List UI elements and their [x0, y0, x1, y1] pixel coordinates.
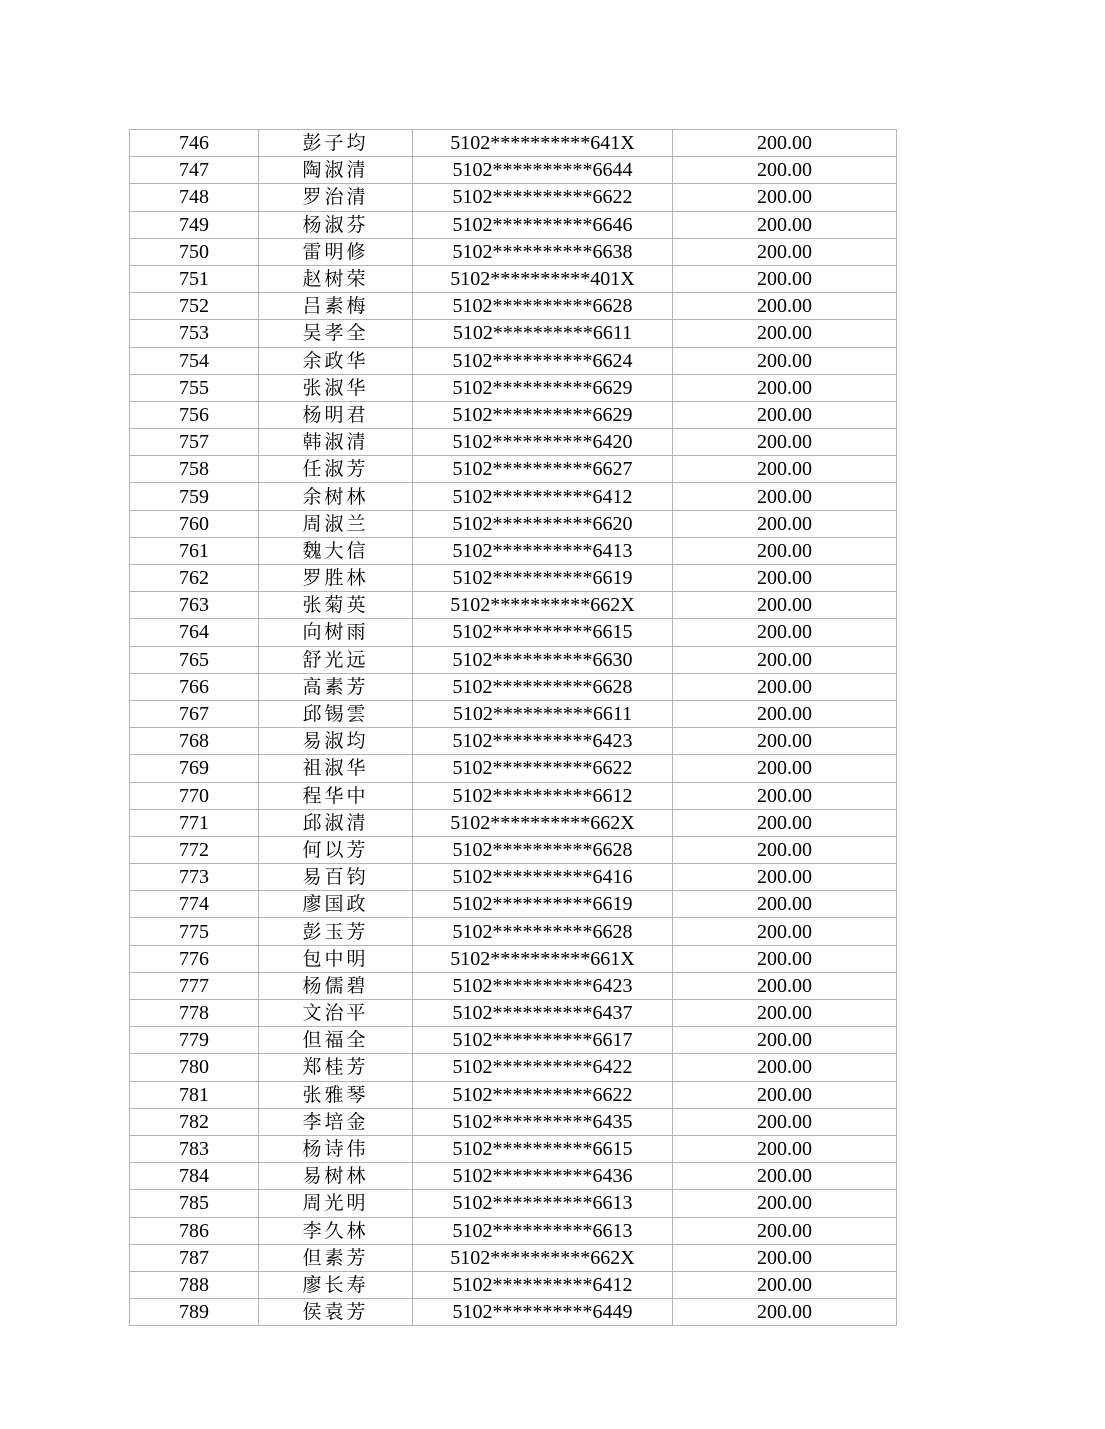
person-name-cell: 彭玉芳	[259, 918, 413, 945]
table-row	[130, 510, 897, 537]
id-number-cell: 5102**********6449	[413, 1299, 673, 1326]
id-number-cell: 5102**********6437	[413, 1000, 673, 1027]
person-name-cell: 祖淑华	[259, 755, 413, 782]
amount-cell: 200.00	[673, 211, 897, 238]
person-name-cell: 杨诗伟	[259, 1135, 413, 1162]
id-number-cell: 5102**********6620	[413, 510, 673, 537]
row-number-cell: 776	[130, 945, 259, 972]
row-number-cell: 756	[130, 401, 259, 428]
amount-cell: 200.00	[673, 238, 897, 265]
id-number-cell: 5102**********6412	[413, 483, 673, 510]
person-name-cell: 魏大信	[259, 537, 413, 564]
person-name-cell: 包中明	[259, 945, 413, 972]
amount-cell: 200.00	[673, 728, 897, 755]
row-number-cell: 769	[130, 755, 259, 782]
table-row	[130, 238, 897, 265]
amount-cell: 200.00	[673, 265, 897, 292]
id-number-cell: 5102**********6628	[413, 918, 673, 945]
id-number-cell: 5102**********6629	[413, 374, 673, 401]
person-name-cell: 舒光远	[259, 646, 413, 673]
table-row	[130, 374, 897, 401]
table-row	[130, 945, 897, 972]
table-row	[130, 755, 897, 782]
amount-cell: 200.00	[673, 1271, 897, 1298]
person-name-cell: 张淑华	[259, 374, 413, 401]
amount-cell: 200.00	[673, 1299, 897, 1326]
amount-cell: 200.00	[673, 918, 897, 945]
row-number-cell: 773	[130, 864, 259, 891]
amount-cell: 200.00	[673, 1027, 897, 1054]
id-number-cell: 5102**********6629	[413, 401, 673, 428]
table-row	[130, 483, 897, 510]
table-row	[130, 1244, 897, 1271]
table-row	[130, 320, 897, 347]
person-name-cell: 罗治清	[259, 184, 413, 211]
amount-cell: 200.00	[673, 673, 897, 700]
row-number-cell: 748	[130, 184, 259, 211]
table-row	[130, 891, 897, 918]
amount-cell: 200.00	[673, 1108, 897, 1135]
person-name-cell: 张菊英	[259, 592, 413, 619]
row-number-cell: 772	[130, 836, 259, 863]
table-row	[130, 782, 897, 809]
person-name-cell: 但素芳	[259, 1244, 413, 1271]
table-row	[130, 864, 897, 891]
person-name-cell: 邱锡雲	[259, 700, 413, 727]
row-number-cell: 750	[130, 238, 259, 265]
person-name-cell: 廖长寿	[259, 1271, 413, 1298]
person-name-cell: 何以芳	[259, 836, 413, 863]
table-row	[130, 429, 897, 456]
id-number-cell: 5102**********6615	[413, 1135, 673, 1162]
amount-cell: 200.00	[673, 1000, 897, 1027]
id-number-cell: 5102**********661X	[413, 945, 673, 972]
id-number-cell: 5102**********401X	[413, 265, 673, 292]
person-name-cell: 吴孝全	[259, 320, 413, 347]
person-name-cell: 任淑芳	[259, 456, 413, 483]
id-number-cell: 5102**********6622	[413, 1081, 673, 1108]
row-number-cell: 749	[130, 211, 259, 238]
person-name-cell: 周淑兰	[259, 510, 413, 537]
person-name-cell: 杨明君	[259, 401, 413, 428]
amount-cell: 200.00	[673, 945, 897, 972]
amount-cell: 200.00	[673, 483, 897, 510]
amount-cell: 200.00	[673, 293, 897, 320]
person-name-cell: 程华中	[259, 782, 413, 809]
row-number-cell: 787	[130, 1244, 259, 1271]
row-number-cell: 785	[130, 1190, 259, 1217]
row-number-cell: 746	[130, 130, 259, 157]
id-number-cell: 5102**********6617	[413, 1027, 673, 1054]
person-name-cell: 陶淑清	[259, 157, 413, 184]
row-number-cell: 786	[130, 1217, 259, 1244]
table-row	[130, 1299, 897, 1326]
row-number-cell: 764	[130, 619, 259, 646]
id-number-cell: 5102**********6416	[413, 864, 673, 891]
row-number-cell: 780	[130, 1054, 259, 1081]
amount-cell: 200.00	[673, 1217, 897, 1244]
amount-cell: 200.00	[673, 1190, 897, 1217]
id-number-cell: 5102**********662X	[413, 592, 673, 619]
amount-cell: 200.00	[673, 1244, 897, 1271]
row-number-cell: 784	[130, 1163, 259, 1190]
row-number-cell: 762	[130, 565, 259, 592]
row-number-cell: 757	[130, 429, 259, 456]
row-number-cell: 777	[130, 972, 259, 999]
amount-cell: 200.00	[673, 1081, 897, 1108]
id-number-cell: 5102**********6435	[413, 1108, 673, 1135]
table-row	[130, 265, 897, 292]
table-row	[130, 673, 897, 700]
person-name-cell: 易百钧	[259, 864, 413, 891]
amount-cell: 200.00	[673, 809, 897, 836]
table-row	[130, 347, 897, 374]
row-number-cell: 765	[130, 646, 259, 673]
amount-cell: 200.00	[673, 619, 897, 646]
person-name-cell: 李久林	[259, 1217, 413, 1244]
person-name-cell: 李培金	[259, 1108, 413, 1135]
id-number-cell: 5102**********6413	[413, 537, 673, 564]
row-number-cell: 760	[130, 510, 259, 537]
person-name-cell: 张雅琴	[259, 1081, 413, 1108]
amount-cell: 200.00	[673, 347, 897, 374]
row-number-cell: 755	[130, 374, 259, 401]
table-row	[130, 592, 897, 619]
table-row	[130, 1135, 897, 1162]
id-number-cell: 5102**********6423	[413, 972, 673, 999]
amount-cell: 200.00	[673, 429, 897, 456]
person-name-cell: 易树林	[259, 1163, 413, 1190]
id-number-cell: 5102**********6619	[413, 891, 673, 918]
person-name-cell: 杨淑芬	[259, 211, 413, 238]
id-number-cell: 5102**********6612	[413, 782, 673, 809]
row-number-cell: 771	[130, 809, 259, 836]
row-number-cell: 754	[130, 347, 259, 374]
id-number-cell: 5102**********6646	[413, 211, 673, 238]
person-name-cell: 但福全	[259, 1027, 413, 1054]
row-number-cell: 766	[130, 673, 259, 700]
id-number-cell: 5102**********6423	[413, 728, 673, 755]
amount-cell: 200.00	[673, 184, 897, 211]
table-row	[130, 1190, 897, 1217]
person-name-cell: 彭子均	[259, 130, 413, 157]
table-row	[130, 1054, 897, 1081]
amount-cell: 200.00	[673, 782, 897, 809]
row-number-cell: 788	[130, 1271, 259, 1298]
person-name-cell: 易淑均	[259, 728, 413, 755]
table-row	[130, 1108, 897, 1135]
person-name-cell: 吕素梅	[259, 293, 413, 320]
amount-cell: 200.00	[673, 755, 897, 782]
table-row	[130, 211, 897, 238]
amount-cell: 200.00	[673, 1135, 897, 1162]
id-number-cell: 5102**********6628	[413, 836, 673, 863]
table-row	[130, 130, 897, 157]
person-name-cell: 罗胜林	[259, 565, 413, 592]
table-row	[130, 293, 897, 320]
table-row	[130, 1163, 897, 1190]
table-row	[130, 456, 897, 483]
id-number-cell: 5102**********6613	[413, 1217, 673, 1244]
person-name-cell: 文治平	[259, 1000, 413, 1027]
id-number-cell: 5102**********6611	[413, 320, 673, 347]
person-name-cell: 杨儒碧	[259, 972, 413, 999]
person-name-cell: 廖国政	[259, 891, 413, 918]
row-number-cell: 783	[130, 1135, 259, 1162]
row-number-cell: 770	[130, 782, 259, 809]
id-number-cell: 5102**********6615	[413, 619, 673, 646]
row-number-cell: 767	[130, 700, 259, 727]
row-number-cell: 763	[130, 592, 259, 619]
id-number-cell: 5102**********6628	[413, 673, 673, 700]
id-number-cell: 5102**********6624	[413, 347, 673, 374]
amount-cell: 200.00	[673, 972, 897, 999]
amount-cell: 200.00	[673, 592, 897, 619]
table-row	[130, 809, 897, 836]
id-number-cell: 5102**********6611	[413, 700, 673, 727]
amount-cell: 200.00	[673, 130, 897, 157]
amount-cell: 200.00	[673, 1163, 897, 1190]
amount-cell: 200.00	[673, 537, 897, 564]
id-number-cell: 5102**********6422	[413, 1054, 673, 1081]
table-row	[130, 1271, 897, 1298]
id-number-cell: 5102**********6644	[413, 157, 673, 184]
id-number-cell: 5102**********6627	[413, 456, 673, 483]
table-row	[130, 184, 897, 211]
amount-cell: 200.00	[673, 374, 897, 401]
table-row	[130, 1081, 897, 1108]
table-row	[130, 700, 897, 727]
row-number-cell: 753	[130, 320, 259, 347]
person-name-cell: 雷明修	[259, 238, 413, 265]
id-number-cell: 5102**********6628	[413, 293, 673, 320]
table-row	[130, 836, 897, 863]
id-number-cell: 5102**********6638	[413, 238, 673, 265]
subsidy-list-table	[129, 129, 897, 1326]
row-number-cell: 747	[130, 157, 259, 184]
row-number-cell: 778	[130, 1000, 259, 1027]
table-row	[130, 565, 897, 592]
amount-cell: 200.00	[673, 864, 897, 891]
person-name-cell: 韩淑清	[259, 429, 413, 456]
table-row	[130, 401, 897, 428]
person-name-cell: 向树雨	[259, 619, 413, 646]
id-number-cell: 5102**********6412	[413, 1271, 673, 1298]
row-number-cell: 779	[130, 1027, 259, 1054]
table-row	[130, 1000, 897, 1027]
person-name-cell: 高素芳	[259, 673, 413, 700]
row-number-cell: 781	[130, 1081, 259, 1108]
table-row	[130, 157, 897, 184]
person-name-cell: 余树林	[259, 483, 413, 510]
row-number-cell: 768	[130, 728, 259, 755]
row-number-cell: 775	[130, 918, 259, 945]
person-name-cell: 周光明	[259, 1190, 413, 1217]
table-row	[130, 646, 897, 673]
person-name-cell: 余政华	[259, 347, 413, 374]
row-number-cell: 759	[130, 483, 259, 510]
table-body	[130, 130, 897, 1326]
id-number-cell: 5102**********6622	[413, 755, 673, 782]
id-number-cell: 5102**********662X	[413, 1244, 673, 1271]
id-number-cell: 5102**********6619	[413, 565, 673, 592]
table-row	[130, 918, 897, 945]
row-number-cell: 774	[130, 891, 259, 918]
amount-cell: 200.00	[673, 320, 897, 347]
amount-cell: 200.00	[673, 1054, 897, 1081]
table-row	[130, 728, 897, 755]
table-row	[130, 537, 897, 564]
id-number-cell: 5102**********6622	[413, 184, 673, 211]
amount-cell: 200.00	[673, 891, 897, 918]
id-number-cell: 5102**********662X	[413, 809, 673, 836]
amount-cell: 200.00	[673, 646, 897, 673]
id-number-cell: 5102**********6436	[413, 1163, 673, 1190]
amount-cell: 200.00	[673, 157, 897, 184]
person-name-cell: 邱淑清	[259, 809, 413, 836]
amount-cell: 200.00	[673, 565, 897, 592]
table-row	[130, 1217, 897, 1244]
person-name-cell: 赵树荣	[259, 265, 413, 292]
id-number-cell: 5102**********641X	[413, 130, 673, 157]
amount-cell: 200.00	[673, 510, 897, 537]
row-number-cell: 761	[130, 537, 259, 564]
amount-cell: 200.00	[673, 456, 897, 483]
row-number-cell: 782	[130, 1108, 259, 1135]
table-row	[130, 619, 897, 646]
row-number-cell: 752	[130, 293, 259, 320]
row-number-cell: 789	[130, 1299, 259, 1326]
amount-cell: 200.00	[673, 700, 897, 727]
row-number-cell: 758	[130, 456, 259, 483]
table-row	[130, 972, 897, 999]
person-name-cell: 侯袁芳	[259, 1299, 413, 1326]
row-number-cell: 751	[130, 265, 259, 292]
table-row	[130, 1027, 897, 1054]
amount-cell: 200.00	[673, 836, 897, 863]
id-number-cell: 5102**********6630	[413, 646, 673, 673]
id-number-cell: 5102**********6613	[413, 1190, 673, 1217]
person-name-cell: 郑桂芳	[259, 1054, 413, 1081]
id-number-cell: 5102**********6420	[413, 429, 673, 456]
amount-cell: 200.00	[673, 401, 897, 428]
